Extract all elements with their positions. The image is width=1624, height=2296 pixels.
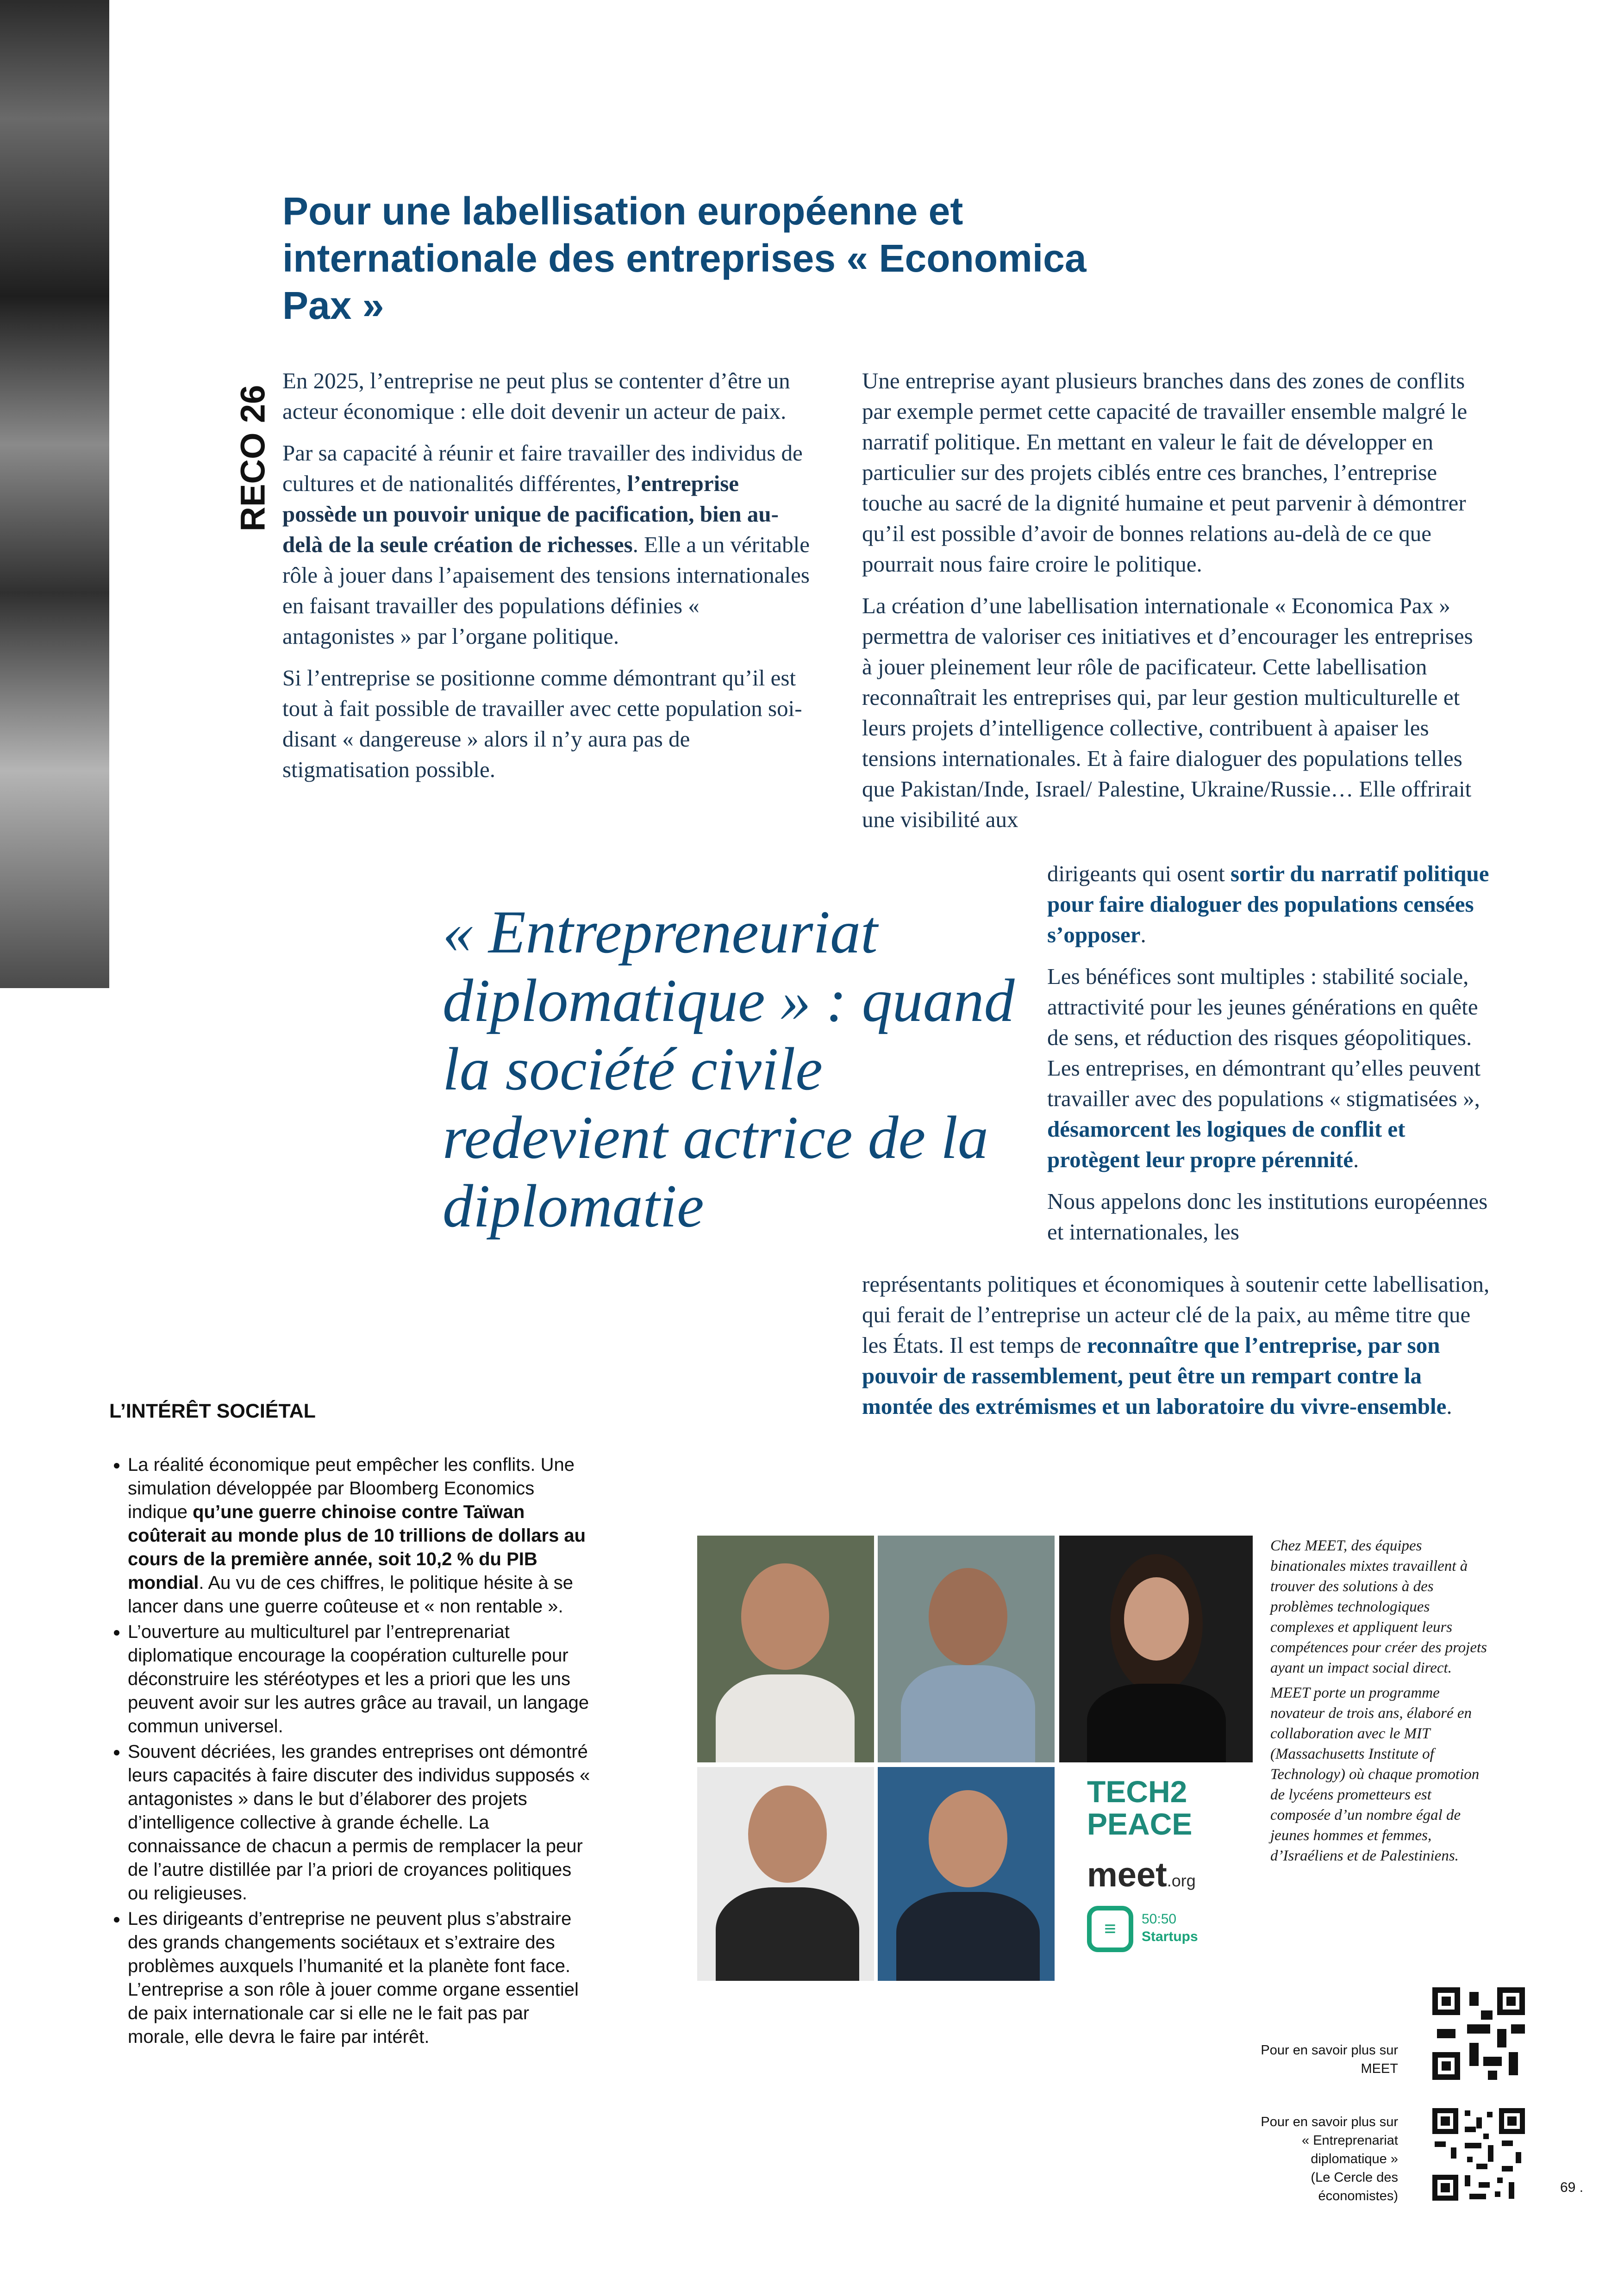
right-p4-text: représentants politiques et économiques à soutenir cette labellisation, qui ferait de l’entreprise un acteur clé de la paix, au même titre que les États. Il est temps de xyxy=(862,1271,1490,1358)
startups-logo xyxy=(1142,1910,1198,1946)
list-item: • L’ouverture au multiculturel par l’entreprenariat diplomatique encourage la coopération culturelle pour déconstruire les stéréotypes et les a priori que les uns peuvent avoir sur les autres grâce au travail, un langage commun universel. xyxy=(128,1620,591,1738)
left-paragraph-3: Si l’entreprise se positionne comme démontrant qu’il est tout à fait possible de travailler avec cette population soi-disant « dangereuse » alors il n’y aura pas de stigmatisation possible. xyxy=(282,665,802,782)
societal-heading: L’INTÉRÊT SOCIÉTAL xyxy=(109,1400,316,1422)
caption-paragraph-1: Chez MEET, des équipes binationales mixtes travaillent à trouver des solutions à des problèmes technologiques complexes et appliquent leurs compétences pour créer des projets ayant un impact social direct. xyxy=(1270,1537,1487,1676)
right-paragraph-4-start: Nous appelons donc les institutions européennes et internationales, les xyxy=(1047,1188,1488,1244)
diplomatie-qr-code[interactable] xyxy=(1432,2108,1525,2201)
right-p4-end: . xyxy=(1446,1394,1452,1419)
diplomatie-info-line-3: diplomatique » xyxy=(1311,2152,1398,2166)
right-p3-text: Les bénéfices sont multiples : stabilité sociale, attractivité pour les jeunes générations en quête de sens, et réduction des risques géopolitiques. Les entreprises, en démontrant qu’elles peuvent travailler avec des populations « stigmatisées », xyxy=(1047,964,1481,1111)
startups-icon: ≡ xyxy=(1087,1906,1133,1952)
meet-info-text xyxy=(1120,2041,1398,2078)
right-paragraph-4-cont xyxy=(862,1269,1492,1422)
diplomatie-info-line-2: « Entreprenariat xyxy=(1302,2133,1398,2148)
right-column-top xyxy=(862,366,1473,846)
societal-list xyxy=(109,1453,591,2051)
diplomatie-info-line-1: Pour en savoir plus sur xyxy=(1261,2115,1398,2129)
list-item: • Les dirigeants d’entreprise ne peuvent plus s’abstraire des grands changements sociétaux et s’extraire des problèmes auxquels l’humanité et la planète font face. L’entreprise a son rôle à jouer comme organe essentiel de paix internationale car si elle ne le fait pas par morale, elle devra le faire par intérêt. xyxy=(128,1907,591,2049)
portrait-photo-5 xyxy=(878,1767,1055,1981)
bullet-1-bold: qu’une guerre chinoise contre Taïwan coûterait au monde plus de 10 trillions de dollars au cours de la première année, soit 10,2 % du PIB mondial xyxy=(128,1502,586,1593)
diplomatie-info-line-4: (Le Cercle des xyxy=(1311,2170,1398,2185)
left-p2-bold: l’entreprise possède un pouvoir unique de pacification, bien au-delà de la seule création de richesses xyxy=(282,471,779,557)
tech2peace-line-2: PEACE xyxy=(1087,1807,1193,1841)
left-paragraph-1: En 2025, l’entreprise ne peut plus se contenter d’être un acteur économique : elle doit devenir un acteur de paix. xyxy=(282,368,790,424)
right-p2-cont-text: dirigeants qui osent xyxy=(1047,861,1231,886)
meet-logo-text: meet xyxy=(1087,1855,1167,1894)
right-p2-cont-bold: sortir du narratif politique pour faire dialoguer des populations censées s’opposer xyxy=(1047,861,1489,947)
right-paragraph-2: La création d’une labellisation internationale « Economica Pax » permettra de valoriser ces initiatives et d’encourager les entreprises à jouer pleinement leur rôle de pacificateur. Cette labellisation reconnaîtrait les entreprises qui, par leur gestion multiculturelle et leurs projets d’intelligence collective, contribuent à apaiser les tensions internationales. Et à faire dialoguer des populations telles que Pakistan/Inde, Israel/ Palestine, Ukraine/Russie… Elle offrirait une visibilité aux xyxy=(862,593,1473,832)
right-column-bottom xyxy=(862,1269,1492,1433)
list-item xyxy=(128,1453,591,1618)
list-item: • Souvent décriées, les grandes entreprises ont démontré leurs capacités à faire discuter des individus supposés « antagonistes » dans le but d’élaborer des projets d’intelligence collective à grande échelle. La connaissance de chacun a permis de remplacer la peur de l’autre distillée par l’a priori de croyances politiques ou religieuses. xyxy=(128,1740,591,1905)
portrait-photo-4 xyxy=(697,1767,874,1981)
reco-label xyxy=(220,366,285,551)
left-p2-text: Par sa capacité à réunir et faire travailler des individus de cultures et de nationalités différentes, xyxy=(282,440,803,496)
partner-logos xyxy=(1059,1767,1253,1981)
meet-logo xyxy=(1087,1855,1196,1894)
page-number: 69 . xyxy=(1560,2180,1584,2195)
right-p3-bold: désamorcent les logiques de conflit et protègent leur propre pérennité xyxy=(1047,1116,1405,1172)
diplomatie-info-text xyxy=(1120,2113,1398,2205)
bullet-1-end: . Au vu de ces chiffres, le politique hésite à se lancer dans une guerre coûteuse et « non rentable ». xyxy=(128,1573,573,1617)
portrait-photo-2 xyxy=(878,1536,1055,1762)
right-p4-bold: reconnaître que l’entreprise, par son pouvoir de rassemblement, peut être un rempart contre la montée des extrémismes et un laboratoire du vivre-ensemble xyxy=(862,1332,1447,1419)
left-paragraph-2 xyxy=(282,438,810,652)
diplomatie-info-line-5: économistes) xyxy=(1318,2189,1398,2203)
meet-qr-code[interactable] xyxy=(1432,1987,1525,2080)
right-paragraph-3 xyxy=(1047,961,1492,1175)
pull-quote: « Entrepreneuriat diplomatique » : quand la société civile redevient actrice de la diplomatie xyxy=(443,898,1015,1240)
meet-info-line-1: Pour en savoir plus sur xyxy=(1261,2043,1398,2058)
caption-paragraph-2: MEET porte un programme novateur de trois ans, élaboré en collaboration avec le MIT (Massachusetts Institute of Technology) où chaque promotion de lycéens prometteurs est composée d’un nombre égal de jeunes hommes et femmes, d’Israéliens et de Palestiniens. xyxy=(1270,1685,1480,1864)
portrait-photo-1 xyxy=(697,1536,874,1762)
meet-info-line-2: MEET xyxy=(1361,2061,1398,2076)
right-p2-cont-end: . xyxy=(1140,922,1146,947)
meet-logo-suffix: .org xyxy=(1167,1871,1196,1890)
page-title: Pour une labellisation européenne et internationale des entreprises « Economica Pax » xyxy=(282,189,1087,327)
left-p2-end: . Elle a un véritable rôle à jouer dans l’apaisement des tensions internationales en faisant travailler des populations définies « antagonistes » par l’organe politique. xyxy=(282,532,810,649)
side-photo-strip xyxy=(0,0,109,988)
reco-label-text: RECO 26 xyxy=(233,385,272,532)
tech2peace-line-1: TECH2 xyxy=(1087,1774,1187,1809)
right-p3-end: . xyxy=(1353,1147,1359,1172)
tech2peace-logo xyxy=(1087,1775,1192,1840)
portrait-photo-3 xyxy=(1059,1536,1253,1762)
photo-caption xyxy=(1270,1536,1493,1871)
right-paragraph-1: Une entreprise ayant plusieurs branches dans des zones de conflits par exemple permet cette capacité de travailler ensemble malgré le narratif politique. En mettant en valeur le fait de développer en particulier sur des projets ciblés entre ces branches, l’entreprise touche au sacré de la dignité humaine et peut parvenir à démontrer qu’il est possible d’avoir de bonnes relations au-delà de ce que pourrait nous faire croire le politique. xyxy=(862,368,1468,577)
left-column xyxy=(282,366,810,796)
startups-line-1: 50:50 xyxy=(1142,1911,1177,1927)
bullet-1-text: La réalité économique peut empêcher les conflits. Une simulation développée par Bloomberg Economics indique xyxy=(128,1455,575,1522)
right-column-narrow xyxy=(1047,859,1492,1247)
startups-line-2: Startups xyxy=(1142,1929,1198,1944)
right-paragraph-2-cont xyxy=(1047,859,1492,950)
